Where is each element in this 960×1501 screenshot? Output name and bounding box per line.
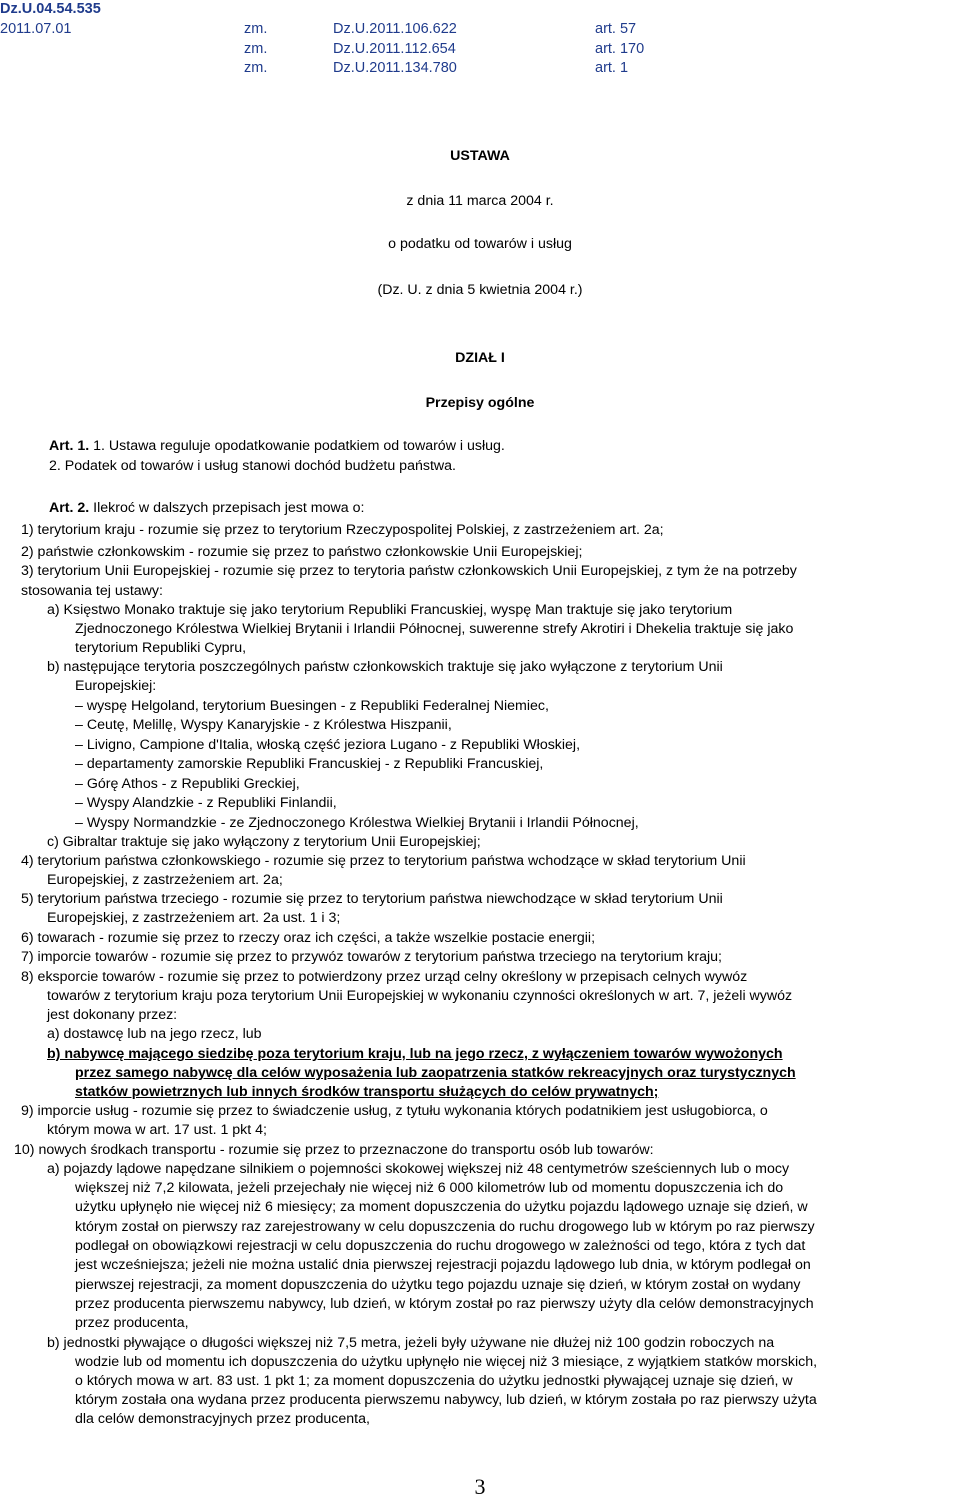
- text-line: a) dostawcę lub na jego rzecz, lub: [47, 1026, 262, 1042]
- amendment-ref: Dz.U.2011.112.654: [333, 41, 456, 57]
- text-line: przez producenta pierwszemu nabywcy, lub dzień, w którym został po raz pierwszy użyty dla celów demonstracyjnych: [75, 1296, 814, 1312]
- text-line: – departamenty zamorskie Republiki Francuskiej - z Republiki Francuskiej,: [75, 756, 544, 772]
- text-line: Europejskiej:: [75, 678, 157, 694]
- text-line: 4) terytorium państwa członkowskiego - rozumie się przez to terytorium państwa wchodzące w skład terytorium Unii: [21, 853, 746, 869]
- text-line: 2. Podatek od towarów i usług stanowi dochód budżetu państwa.: [49, 458, 456, 474]
- amendment-kind: zm.: [244, 41, 268, 57]
- text-line: stosowania tej ustawy:: [21, 583, 163, 599]
- text-line: – Górę Athos - z Republiki Greckiej,: [75, 776, 300, 792]
- article-label: Art. 1.: [49, 438, 90, 454]
- text-line: 9) imporcie usług - rozumie się przez to świadczenie usług, z tytułu wykonania których podatnikiem jest usługobiorca, o: [21, 1103, 768, 1119]
- text-line: 6) towarach - rozumie się przez to rzeczy oraz ich części, a także wszelkie postacie energii;: [21, 930, 596, 946]
- text-line: towarów z terytorium kraju poza terytorium Unii Europejskiej w wykonaniu czynności określonych w art. 7, jeżeli wywóz: [47, 988, 793, 1004]
- text-line: pierwszej rejestracji, za moment dopuszczenia do użytku tego pojazdu uznaje się dzień, w którym został on wydany: [75, 1277, 801, 1293]
- text-line: Europejskiej, z zastrzeżeniem art. 2a;: [47, 872, 283, 888]
- text-line: statków powietrznych lub innych środków transportu służących do celów prywatnych;: [75, 1084, 659, 1100]
- text-line: dla celów demonstracyjnych przez producenta,: [75, 1411, 370, 1427]
- act-title: USTAWA: [450, 148, 510, 164]
- text-line: którym został on pierwszy raz zarejestrowany w celu dopuszczenia do ruchu drogowego lub w którym po raz pierwszy: [75, 1219, 815, 1235]
- amendment-art: art. 170: [595, 41, 645, 57]
- text-line: Europejskiej, z zastrzeżeniem art. 2a ust. 1 i 3;: [47, 910, 341, 926]
- text-line: terytorium Republiki Cypru,: [75, 640, 247, 656]
- division-title: Przepisy ogólne: [425, 395, 535, 411]
- document-date: 2011.07.01: [0, 21, 72, 37]
- text-line: – wyspę Helgoland, terytorium Buesingen - z Republiki Federalnej Niemiec,: [75, 698, 549, 714]
- amendment-ref: Dz.U.2011.134.780: [333, 60, 457, 76]
- text-line: 5) terytorium państwa trzeciego - rozumie się przez to terytorium państwa niewchodzące w skład terytorium Unii: [21, 891, 723, 907]
- text-line: podlegał on obowiązkowi rejestracji w celu dopuszczenia do ruchu drogowego w zależności od tego, która z tych dat: [75, 1238, 806, 1254]
- text-line: – Livigno, Campione d'Italia, włoską część jeziora Lugano - z Republiki Włoskiej,: [75, 737, 581, 753]
- text-line: o których mowa w art. 83 ust. 1 pkt 1; za moment dopuszczenia do użytku jednostki pływającej uznaje się dzień, w: [75, 1373, 793, 1389]
- text-line: którym została ona wydana przez producenta pierwszemu nabywcy, lub dzień, w którym została po raz pierwszy użyta: [75, 1392, 817, 1408]
- amendment-ref: Dz.U.2011.106.622: [333, 21, 457, 37]
- text-line: a) Księstwo Monako traktuje się jako terytorium Republiki Francuskiej, wyspę Man traktuje się jako terytorium: [47, 602, 733, 618]
- text-line: którym mowa w art. 17 ust. 1 pkt 4;: [47, 1122, 267, 1138]
- text-line: przez samego nabywcę dla celów wyposażenia lub zaopatrzenia statków rekreacyjnych oraz turystycznych: [75, 1065, 796, 1081]
- text-line: większej niż 7,2 kilowata, jeżeli przejechały nie więcej niż 6 000 kilometrów lub od momentu dopuszczenia ich do: [75, 1180, 784, 1196]
- amendment-kind: zm.: [244, 21, 268, 37]
- text-line: 10) nowych środkach transportu - rozumie się przez to przeznaczone do transportu osób lub towarów:: [14, 1142, 654, 1158]
- text-line: 2) państwie członkowskim - rozumie się przez to państwo członkowskie Unii Europejskiej;: [21, 544, 583, 560]
- act-date: z dnia 11 marca 2004 r.: [406, 193, 554, 209]
- article-label: Art. 2.: [49, 500, 90, 516]
- text-line: – Ceutę, Melillę, Wyspy Kanaryjskie - z Królestwa Hiszpanii,: [75, 717, 452, 733]
- division-heading: DZIAŁ I: [455, 350, 505, 366]
- text-line: jest dokonany przez:: [47, 1007, 178, 1023]
- text-line: przez producenta,: [75, 1315, 189, 1331]
- text-line: b) jednostki pływające o długości większej niż 7,5 metra, jeżeli były używane nie dłużej niż 100 godzin roboczych na: [47, 1335, 775, 1351]
- text-line: a) pojazdy lądowe napędzane silnikiem o pojemności skokowej większej niż 48 centymetrów sześciennych lub o mocy: [47, 1161, 790, 1177]
- act-publication: (Dz. U. z dnia 5 kwietnia 2004 r.): [377, 282, 583, 298]
- text-line: Zjednoczonego Królestwa Wielkiej Brytanii i Irlandii Północnej, suwerenne strefy Akrotiri i Dhekelia traktuje się jako: [75, 621, 794, 637]
- text-line: Art. 2. Ilekroć w dalszych przepisach jest mowa o:: [49, 500, 365, 516]
- text-line: jest wcześniejsza; jeżeli nie można ustalić dnia pierwszej rejestracji pojazdu lądowego lub dnia, w którym podlegał on: [75, 1257, 811, 1273]
- text-line: 3) terytorium Unii Europejskiej - rozumie się przez to terytoria państw członkowskich Unii Europejskiej, z tym że na potrzeby: [21, 563, 797, 579]
- amendment-kind: zm.: [244, 60, 268, 76]
- text-line: wodzie lub od momentu ich dopuszczenia do użytku upłynęło nie więcej niż 3 miesiące, z wyjątkiem statków morskich,: [75, 1354, 818, 1370]
- text-line: c) Gibraltar traktuje się jako wyłączony z terytorium Unii Europejskiej;: [47, 834, 481, 850]
- text-line: b) nabywcę mającego siedzibę poza terytorium kraju, lub na jego rzecz, z wyłączeniem towarów wywożonych: [47, 1046, 783, 1062]
- amendment-art: art. 57: [595, 21, 637, 37]
- text-line: – Wyspy Alandzkie - z Republiki Finlandii,: [75, 795, 337, 811]
- text-line: 1) terytorium kraju - rozumie się przez to terytorium Rzeczypospolitej Polskiej, z zastrzeżeniem art. 2a;: [21, 522, 664, 538]
- text-line: użytku upłynęło nie więcej niż 6 miesięcy; za moment dopuszczenia do użytku pojazdu lądowego uznaje się dzień, w: [75, 1199, 808, 1215]
- text-line: b) następujące terytoria poszczególnych państw członkowskich traktuje się jako wyłączone z terytorium Unii: [47, 659, 723, 675]
- page-number: 3: [474, 1474, 486, 1499]
- text-line: 7) imporcie towarów - rozumie się przez to przywóz towarów z terytorium państwa trzeciego na terytorium kraju;: [21, 949, 722, 965]
- text-line: 8) eksporcie towarów - rozumie się przez to potwierdzony przez urząd celny określony w przepisach celnych wywóz: [21, 969, 748, 985]
- document-id: Dz.U.04.54.535: [0, 1, 101, 17]
- act-subject: o podatku od towarów i usług: [388, 236, 572, 252]
- amendment-art: art. 1: [595, 60, 629, 76]
- text-line: Art. 1. 1. Ustawa reguluje opodatkowanie podatkiem od towarów i usług.: [49, 438, 505, 454]
- text-line: – Wyspy Normandzkie - ze Zjednoczonego Królestwa Wielkiej Brytanii i Irlandii Północnej,: [75, 815, 639, 831]
